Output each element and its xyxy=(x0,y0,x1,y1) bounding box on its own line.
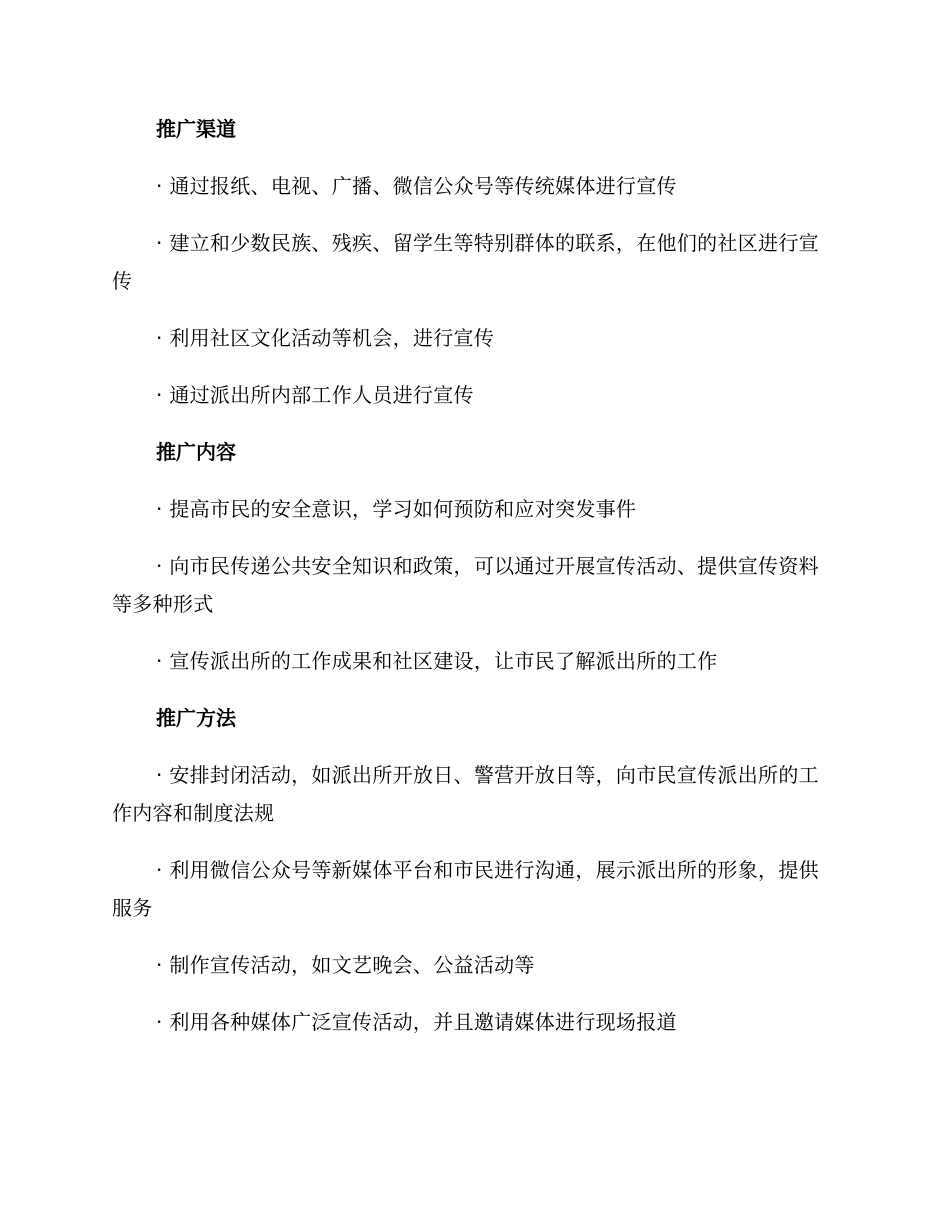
list-item: · 通过派出所内部工作人员进行宣传 xyxy=(156,383,474,407)
list-item: · 向市民传递公共安全知识和政策，可以通过开展宣传活动、提供宣传资料等多种形式 xyxy=(112,554,819,616)
list-item: · 制作宣传活动，如文艺晚会、公益活动等 xyxy=(156,953,535,977)
list-item: · 通过报纸、电视、广播、微信公众号等传统媒体进行宣传 xyxy=(156,174,677,198)
list-item: · 利用社区文化活动等机会，进行宣传 xyxy=(156,326,495,350)
document-page xyxy=(112,110,824,1060)
list-item: · 利用各种媒体广泛宣传活动，并且邀请媒体进行现场报道 xyxy=(156,1010,677,1034)
list-item: · 建立和少数民族、残疾、留学生等特别群体的联系，在他们的社区进行宣传 xyxy=(112,231,819,293)
list-item: · 宣传派出所的工作成果和社区建设，让市民了解派出所的工作 xyxy=(156,649,718,673)
section-heading-channels: 推广渠道 xyxy=(156,117,236,141)
section-heading-methods: 推广方法 xyxy=(156,706,236,730)
section-heading-content: 推广内容 xyxy=(156,440,236,464)
list-item: · 利用微信公众号等新媒体平台和市民进行沟通，展示派出所的形象，提供服务 xyxy=(112,858,819,920)
list-item: · 安排封闭活动，如派出所开放日、警营开放日等，向市民宣传派出所的工作内容和制度法规 xyxy=(112,763,819,825)
list-item: · 提高市民的安全意识，学习如何预防和应对突发事件 xyxy=(156,497,637,521)
